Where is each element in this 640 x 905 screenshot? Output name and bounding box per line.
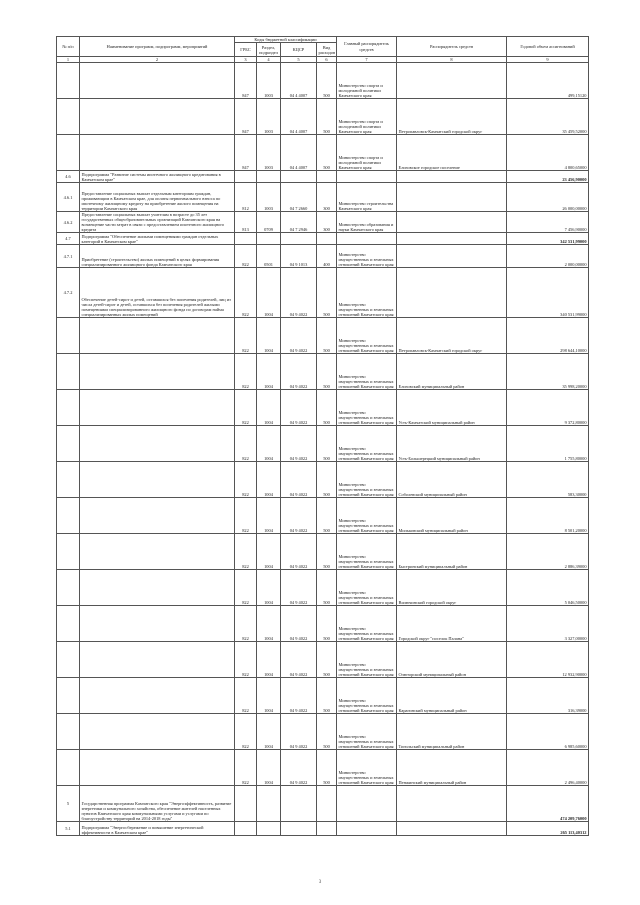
- row-razdel: 1004: [257, 570, 281, 606]
- row-kvr: [317, 822, 337, 836]
- row-grbs: [235, 822, 257, 836]
- row-grbs: 822: [235, 642, 257, 678]
- row-kvr: 500: [317, 63, 337, 99]
- row-name: Обеспечение детей-сирот и детей, оставшихся без попечения родителей, лиц из числа детей-сирот и детей, оставшихся без попечения родителей жилыми помещениями специализированного жилищного фонда по договорам найма специализированных жилых помещений: [80, 268, 235, 318]
- table-row: [57, 268, 589, 318]
- row-number: [57, 390, 80, 426]
- row-name: [80, 318, 235, 354]
- table-row: [57, 534, 589, 570]
- row-razdel: 1004: [257, 426, 281, 462]
- row-kcsr: 04 9 4022: [281, 606, 317, 642]
- row-kcsr: 04 4 4007: [281, 135, 317, 171]
- row-number: 4.6.2: [57, 212, 80, 233]
- row-grbs: 822: [235, 498, 257, 534]
- table-row: [57, 498, 589, 534]
- row-manager: [397, 171, 507, 183]
- row-grbs: 813: [235, 212, 257, 233]
- row-number: [57, 63, 80, 99]
- table-row: [57, 135, 589, 171]
- header-index: 5: [281, 57, 317, 63]
- row-amount: 298 644,10000: [507, 318, 589, 354]
- row-grbs: [235, 786, 257, 822]
- row-grbs: 847: [235, 99, 257, 135]
- row-razdel: 1004: [257, 750, 281, 786]
- table-row: [57, 570, 589, 606]
- row-kcsr: 04 9 4022: [281, 498, 317, 534]
- table-row: [57, 212, 589, 233]
- page-number: 3: [318, 880, 322, 885]
- row-kcsr: 04 9 4022: [281, 750, 317, 786]
- row-name: [80, 390, 235, 426]
- row-manager: Городской округ "поселок Палана": [397, 606, 507, 642]
- table-row: [57, 233, 589, 245]
- row-number: [57, 135, 80, 171]
- row-kcsr: 04 9 4022: [281, 354, 317, 390]
- row-name: [80, 534, 235, 570]
- table-header: [57, 37, 589, 63]
- table-row: [57, 714, 589, 750]
- row-kvr: 500: [317, 642, 337, 678]
- row-razdel: 1003: [257, 135, 281, 171]
- row-razdel: 1003: [257, 63, 281, 99]
- row-number: 4.7.1: [57, 245, 80, 268]
- row-manager: Олюторский муниципальный район: [397, 642, 507, 678]
- header-grbs: ГРБС: [235, 43, 257, 57]
- row-amount: 340 531,99000: [507, 268, 589, 318]
- header-kcsr: КЦСР: [281, 43, 317, 57]
- row-kcsr: 04 9 1013: [281, 245, 317, 268]
- header-index: 6: [317, 57, 337, 63]
- row-kvr: [317, 233, 337, 245]
- table-row: [57, 171, 589, 183]
- row-main-manager: Министерство имущественных и земельных отношений Камчатского края: [337, 750, 397, 786]
- row-amount: 3 327,00000: [507, 606, 589, 642]
- row-kvr: 500: [317, 354, 337, 390]
- row-grbs: 822: [235, 426, 257, 462]
- header-razdel: Раздел, подраздел: [257, 43, 281, 57]
- row-name: [80, 462, 235, 498]
- row-amount: 9 372,80000: [507, 390, 589, 426]
- row-name: Государственная программа Камчатского края "Энергоэффективность, развитие энергетики и коммунального хозяйства, обеспечение жителей населенных пунктов Камчатского края коммунальными услугами и услугами по благоустройству территорий на 2014-2018 годы": [80, 786, 235, 822]
- row-main-manager: Министерство имущественных и земельных отношений Камчатского края: [337, 498, 397, 534]
- row-number: [57, 426, 80, 462]
- row-kcsr: 04 7 2660: [281, 183, 317, 212]
- row-name: [80, 642, 235, 678]
- row-number: [57, 714, 80, 750]
- row-number: [57, 678, 80, 714]
- row-razdel: 0709: [257, 212, 281, 233]
- header-index: 7: [337, 57, 397, 63]
- row-manager: Карагинский муниципальный район: [397, 678, 507, 714]
- row-name: Приобретение (строительство) жилых помещений в целях формирования специализированного жилищного фонда Камчатского края: [80, 245, 235, 268]
- row-grbs: 822: [235, 354, 257, 390]
- table-row: [57, 606, 589, 642]
- row-kcsr: 04 9 4022: [281, 570, 317, 606]
- row-grbs: 822: [235, 268, 257, 318]
- row-grbs: 822: [235, 606, 257, 642]
- row-number: [57, 642, 80, 678]
- row-razdel: 1003: [257, 99, 281, 135]
- row-name: [80, 135, 235, 171]
- row-main-manager: Министерство имущественных и земельных отношений Камчатского края: [337, 426, 397, 462]
- row-kcsr: 04 9 4022: [281, 426, 317, 462]
- row-number: 4.6.1: [57, 183, 80, 212]
- row-manager: Тигильский муниципальный район: [397, 714, 507, 750]
- row-kvr: 500: [317, 534, 337, 570]
- row-manager: Усть-Камчатский муниципальный район: [397, 390, 507, 426]
- row-amount: 499,15120: [507, 63, 589, 99]
- row-main-manager: [337, 233, 397, 245]
- budget-table-page: [56, 36, 588, 836]
- row-main-manager: Министерство спорта и молодежной политики Камчатского края: [337, 63, 397, 99]
- table-row: [57, 183, 589, 212]
- row-grbs: 822: [235, 245, 257, 268]
- row-main-manager: Министерство имущественных и земельных отношений Камчатского края: [337, 678, 397, 714]
- row-kvr: 500: [317, 426, 337, 462]
- row-razdel: 1004: [257, 534, 281, 570]
- row-main-manager: Министерство строительства Камчатского края: [337, 183, 397, 212]
- row-amount: 583,30000: [507, 462, 589, 498]
- row-main-manager: Министерство имущественных и земельных отношений Камчатского края: [337, 570, 397, 606]
- row-kvr: 500: [317, 570, 337, 606]
- row-amount: 474 209,76000: [507, 786, 589, 822]
- row-main-manager: Министерство спорта и молодежной политики Камчатского края: [337, 135, 397, 171]
- row-number: [57, 570, 80, 606]
- row-kcsr: [281, 822, 317, 836]
- row-manager: [397, 245, 507, 268]
- row-kvr: 500: [317, 99, 337, 135]
- row-razdel: 1004: [257, 462, 281, 498]
- row-main-manager: Министерство имущественных и земельных отношений Камчатского края: [337, 642, 397, 678]
- row-razdel: 0501: [257, 245, 281, 268]
- row-razdel: 1004: [257, 390, 281, 426]
- row-kcsr: [281, 233, 317, 245]
- table-row: [57, 462, 589, 498]
- table-row: [57, 678, 589, 714]
- table-row: [57, 354, 589, 390]
- header-index: 4: [257, 57, 281, 63]
- row-number: 5.1: [57, 822, 80, 836]
- row-manager: Петропавловск-Камчатский городской округ: [397, 318, 507, 354]
- header-index: 9: [507, 57, 589, 63]
- row-razdel: 1004: [257, 642, 281, 678]
- row-name: [80, 678, 235, 714]
- row-kcsr: 04 9 4022: [281, 642, 317, 678]
- row-name: [80, 63, 235, 99]
- row-main-manager: [337, 822, 397, 836]
- table-row: [57, 63, 589, 99]
- row-kvr: 500: [317, 135, 337, 171]
- row-kvr: 300: [317, 212, 337, 233]
- row-razdel: 1004: [257, 318, 281, 354]
- row-kcsr: 04 4 4007: [281, 63, 317, 99]
- row-manager: [397, 786, 507, 822]
- row-name: [80, 570, 235, 606]
- row-number: [57, 99, 80, 135]
- row-kvr: 500: [317, 714, 337, 750]
- row-manager: Пенжинский муниципальный район: [397, 750, 507, 786]
- row-number: 4.7: [57, 233, 80, 245]
- row-grbs: 822: [235, 714, 257, 750]
- row-name: [80, 426, 235, 462]
- header-index: 1: [57, 57, 80, 63]
- row-kvr: 500: [317, 268, 337, 318]
- header-manager: Распорядитель средств: [397, 37, 507, 57]
- row-amount: 35 998,20000: [507, 354, 589, 390]
- row-name: [80, 99, 235, 135]
- row-name: [80, 354, 235, 390]
- row-number: [57, 606, 80, 642]
- row-manager: [397, 822, 507, 836]
- row-razdel: 1004: [257, 268, 281, 318]
- row-number: 4.7.2: [57, 268, 80, 318]
- table-row: [57, 245, 589, 268]
- row-razdel: [257, 822, 281, 836]
- row-amount: 12 932,90000: [507, 642, 589, 678]
- row-name: Подпрограмма "Обеспечение жилыми помещениями граждан отдельных категорий в Камчатском крае": [80, 233, 235, 245]
- header-kvr: Вид расходов: [318, 44, 336, 55]
- table-row: [57, 390, 589, 426]
- row-amount: 316,39000: [507, 678, 589, 714]
- row-kvr: 500: [317, 750, 337, 786]
- row-grbs: 822: [235, 570, 257, 606]
- row-number: [57, 534, 80, 570]
- row-manager: [397, 233, 507, 245]
- row-name: [80, 750, 235, 786]
- row-amount: 265 113,40312: [507, 822, 589, 836]
- row-razdel: [257, 171, 281, 183]
- row-name: Подпрограмма "Энергосбережение и повышение энергетической эффективности в Камчатском крае": [80, 822, 235, 836]
- row-amount: 5 046,50000: [507, 570, 589, 606]
- row-amount: 26 000,00000: [507, 183, 589, 212]
- row-name: Предоставление социальных выплат учителям в возрасте до 35 лет государственных общеобразовательных организаций Камчатского края на возмещение части затрат в связи с предоставлением ипотечного жилищного кредита: [80, 212, 235, 233]
- row-kvr: 300: [317, 183, 337, 212]
- row-main-manager: Министерство имущественных и земельных отношений Камчатского края: [337, 318, 397, 354]
- row-manager: Елизовский муниципальный район: [397, 354, 507, 390]
- row-razdel: [257, 786, 281, 822]
- row-grbs: 847: [235, 63, 257, 99]
- row-kvr: 500: [317, 462, 337, 498]
- row-main-manager: Министерство имущественных и земельных отношений Камчатского края: [337, 534, 397, 570]
- row-grbs: 822: [235, 462, 257, 498]
- row-amount: 35 459,52000: [507, 99, 589, 135]
- row-grbs: 822: [235, 390, 257, 426]
- table-row: [57, 318, 589, 354]
- row-kcsr: 04 7 2946: [281, 212, 317, 233]
- row-main-manager: Министерство имущественных и земельных отношений Камчатского края: [337, 354, 397, 390]
- row-kvr: 500: [317, 318, 337, 354]
- row-razdel: 1004: [257, 606, 281, 642]
- row-kcsr: [281, 786, 317, 822]
- header-amount: Годовой объем ассигнований: [507, 37, 589, 57]
- row-name: Предоставление социальных выплат отдельным категориям граждан, проживающим в Камчатском крае, для оплаты первоначального взноса по ипотечному жилищному кредиту на приобретение жилого помещения на территории Камчатского края: [80, 183, 235, 212]
- table-row: [57, 642, 589, 678]
- row-razdel: [257, 233, 281, 245]
- row-manager: Мильковский муниципальный район: [397, 498, 507, 534]
- row-main-manager: Министерство имущественных и земельных отношений Камчатского края: [337, 606, 397, 642]
- row-kvr: 500: [317, 498, 337, 534]
- row-amount: 2 000,00000: [507, 245, 589, 268]
- row-kvr: [317, 171, 337, 183]
- row-number: [57, 750, 80, 786]
- table-row: [57, 99, 589, 135]
- row-amount: 1 755,80000: [507, 426, 589, 462]
- row-grbs: 822: [235, 318, 257, 354]
- row-kcsr: 04 9 4022: [281, 318, 317, 354]
- header-name: Наименование программ, подпрограмм, мероприятий: [80, 37, 235, 57]
- table-row: [57, 822, 589, 836]
- row-number: [57, 462, 80, 498]
- row-grbs: [235, 233, 257, 245]
- budget-allocation-table: [56, 36, 589, 836]
- row-number: [57, 318, 80, 354]
- row-kcsr: [281, 171, 317, 183]
- row-main-manager: Министерство имущественных и земельных отношений Камчатского края: [337, 714, 397, 750]
- row-main-manager: [337, 171, 397, 183]
- row-manager: Вилючинский городской округ: [397, 570, 507, 606]
- row-kcsr: 04 4 4007: [281, 99, 317, 135]
- row-grbs: 847: [235, 135, 257, 171]
- row-razdel: 1004: [257, 354, 281, 390]
- row-manager: [397, 63, 507, 99]
- row-kvr: [317, 786, 337, 822]
- row-grbs: 822: [235, 678, 257, 714]
- row-kvr: 500: [317, 678, 337, 714]
- header-codes: Коды бюджетной классификации: [235, 37, 337, 43]
- row-amount: 7 456,90000: [507, 212, 589, 233]
- header-main-manager: Главный распорядитель средств: [337, 37, 397, 57]
- row-kcsr: 04 9 4022: [281, 534, 317, 570]
- row-main-manager: Министерство имущественных и земельных отношений Камчатского края: [337, 268, 397, 318]
- table-row: [57, 786, 589, 822]
- row-manager: Быстринский муниципальный район: [397, 534, 507, 570]
- row-name: [80, 498, 235, 534]
- row-amount: 2 496,40000: [507, 750, 589, 786]
- row-manager: [397, 212, 507, 233]
- row-grbs: [235, 171, 257, 183]
- table-body: [57, 63, 589, 836]
- row-manager: Соболевский муниципальный район: [397, 462, 507, 498]
- row-manager: [397, 268, 507, 318]
- row-number: 5: [57, 786, 80, 822]
- header-num: № п/п: [57, 37, 80, 57]
- row-main-manager: Министерство спорта и молодежной политики Камчатского края: [337, 99, 397, 135]
- row-razdel: 1004: [257, 714, 281, 750]
- row-manager: Петропавловск-Камчатский городской округ: [397, 99, 507, 135]
- row-name: Подпрограмма "Развитие системы ипотечного жилищного кредитования в Камчатском крае": [80, 171, 235, 183]
- row-main-manager: Министерство имущественных и земельных отношений Камчатского края: [337, 462, 397, 498]
- row-manager: Усть-Большерецкий муниципальный район: [397, 426, 507, 462]
- header-index: 3: [235, 57, 257, 63]
- row-razdel: 1004: [257, 498, 281, 534]
- row-kcsr: 04 9 4022: [281, 678, 317, 714]
- row-number: [57, 498, 80, 534]
- row-grbs: 822: [235, 750, 257, 786]
- row-main-manager: Министерство имущественных и земельных отношений Камчатского края: [337, 245, 397, 268]
- row-main-manager: Министерство имущественных и земельных отношений Камчатского края: [337, 390, 397, 426]
- row-main-manager: [337, 786, 397, 822]
- row-kcsr: 04 9 4022: [281, 268, 317, 318]
- table-row: [57, 750, 589, 786]
- row-razdel: 1004: [257, 678, 281, 714]
- row-kvr: 500: [317, 606, 337, 642]
- row-amount: 23 456,90000: [507, 171, 589, 183]
- row-kcsr: 04 9 4022: [281, 390, 317, 426]
- row-kvr: 500: [317, 390, 337, 426]
- header-index: 8: [397, 57, 507, 63]
- row-razdel: 1003: [257, 183, 281, 212]
- row-amount: 8 501,20000: [507, 498, 589, 534]
- row-manager: Елизовское городское поселение: [397, 135, 507, 171]
- row-main-manager: Министерство образования и науки Камчатского края: [337, 212, 397, 233]
- row-kvr: 400: [317, 245, 337, 268]
- row-name: [80, 714, 235, 750]
- row-grbs: 822: [235, 534, 257, 570]
- row-kcsr: 04 9 4022: [281, 462, 317, 498]
- header-index: 2: [80, 57, 235, 63]
- row-amount: 4 800,65000: [507, 135, 589, 171]
- row-amount: 2 886,39000: [507, 534, 589, 570]
- row-amount: 6 985,60000: [507, 714, 589, 750]
- row-grbs: 812: [235, 183, 257, 212]
- row-number: [57, 354, 80, 390]
- row-name: [80, 606, 235, 642]
- row-kcsr: 04 9 4022: [281, 714, 317, 750]
- table-row: [57, 426, 589, 462]
- row-manager: [397, 183, 507, 212]
- row-number: 4.6: [57, 171, 80, 183]
- row-amount: 342 531,99000: [507, 233, 589, 245]
